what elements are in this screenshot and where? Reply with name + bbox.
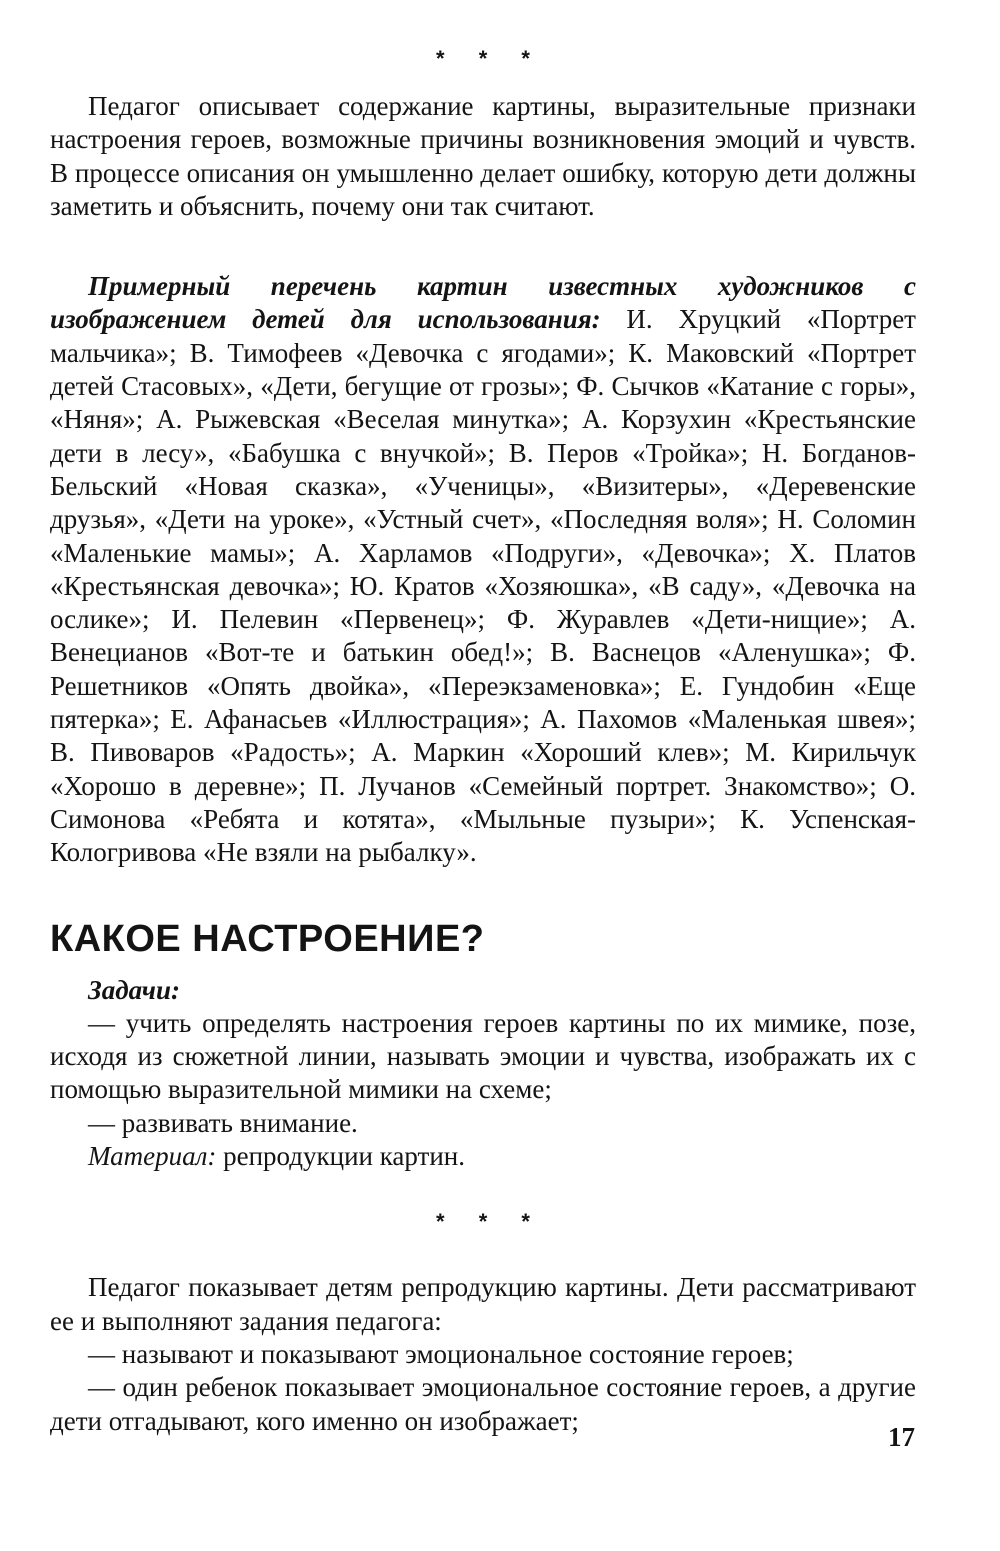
task-item-1: — учить определять настроения героев картины по их мимике, позе, исходя из сюжетной линии, называть эмоции и чувства, изображать их с помощью выразительной мимики на схеме; bbox=[50, 1007, 916, 1105]
activity-step-1: — называют и показывают эмоциональное состояние героев; bbox=[88, 1338, 794, 1369]
paintings-list-intro: Примерный перечень картин известных художников с изображением детей для использования: bbox=[50, 271, 916, 335]
material-label: Материал: bbox=[88, 1141, 217, 1172]
task-item-2: — развивать внимание. bbox=[88, 1107, 358, 1138]
page-number: 17 bbox=[888, 1422, 915, 1452]
paintings-list: И. Хруцкий «Портрет мальчика»; В. Тимофеев «Девочка с ягодами»; К. Маковский «Портрет детей Стасовых», «Дети, бегущие от грозы»; Ф. Сычков «Катание с горы», «Няня»; А. Рыжевская «Веселая минутка»; А. Корзухин «Крестьянские дети в лесу», «Бабушка с внучкой»; В. Перов «Тройка»; Н. Богданов-Бельский «Новая сказка», «Ученицы», «Визитеры», «Деревенские друзья», «Дети на уроке», «Устный счет», «Последняя воля»; Н. Соломин «Маленькие мамы»; А. Харламов «Подруги», «Девочка»; Х. Платов «Крестьянская девочка»; Ю. Кратов «Хозяюшка», «В саду», «Девочка на ослике»; И. Пелевин «Первенец»; Ф. Журавлев «Дети-нищие»; А. Венецианов «Вот-те и батькин обед!»; В. Васнецов «Аленушка»; Ф. Решетников «Опять двойка», «Переэкзаменовка»; Е. Гундобин «Еще пятерка»; Е. Афанасьев «Иллюстрация»; А. Пахомов «Маленькая швея»; В. Пивоваров «Радость»; А. Маркин «Хороший клев»; М. Кирильчук «Хорошо в деревне»; П. Лучанов «Семейный портрет. Знакомство»; О. Симонова «Ребята и котята», «Мыльные пузыри»; К. Успенская-Кологривова «Не взяли на рыбалку». bbox=[50, 304, 916, 868]
tasks-label-text: Задачи: bbox=[88, 974, 180, 1005]
section-divider-top: * * * bbox=[436, 46, 544, 71]
book-page bbox=[50, 0, 916, 1438]
activity-step-2: — один ребенок показывает эмоциональное состояние героев, а другие дети отгадывают, кого именно он изображает; bbox=[50, 1372, 916, 1436]
material-text: репродукции картин. bbox=[216, 1141, 466, 1172]
tasks-label bbox=[50, 974, 916, 1007]
material-line bbox=[50, 1140, 916, 1173]
paintings-paragraph bbox=[50, 270, 916, 869]
activity-paragraph: Педагог показывает детям репродукцию картины. Дети рассматривают ее и выполняют задания педагога: bbox=[50, 1272, 916, 1336]
section-title: КАКОЕ НАСТРОЕНИЕ? bbox=[50, 917, 485, 960]
description-paragraph: Педагог описывает содержание картины, выразительные признаки настроения героев, возможные причины возникновения эмоций и чувств. В процессе описания он умышленно делает ошибку, которую дети должны заметить и объяснить, почему они так считают. bbox=[50, 91, 916, 221]
section-divider-mid: * * * bbox=[436, 1209, 544, 1235]
